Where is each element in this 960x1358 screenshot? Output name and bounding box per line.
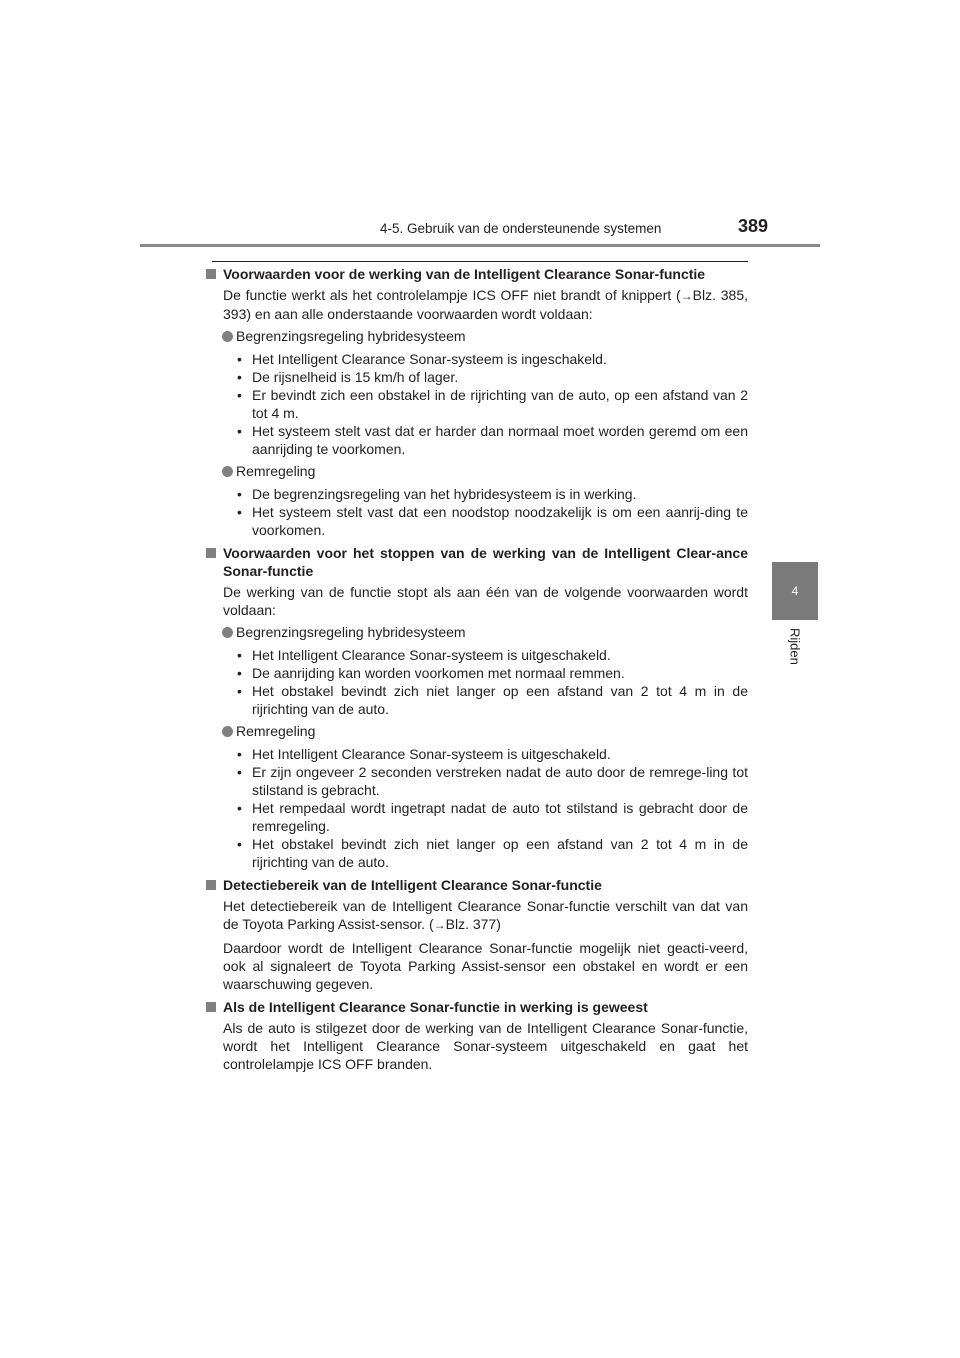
category-label: Remregeling: [206, 462, 748, 480]
chapter-number: 4: [791, 584, 799, 598]
section-heading: Detectiebereik van de Intelligent Clearance Sonar-functie: [206, 876, 748, 894]
list-item: • De aanrijding kan worden voorkomen met normaal remmen.: [237, 665, 625, 681]
section-paragraph: Daardoor wordt de Intelligent Clearance Sonar-functie mogelijk niet geacti-veerd, ook al signaleert de Toyota Parking Assist-sensor een obstakel en wordt er een waarschuwing gegeven.: [223, 940, 748, 992]
list-item: • Er zijn ongeveer 2 seconden verstreken nadat de auto door de remrege-ling tot stilstand is gebracht.: [237, 764, 748, 798]
circle-bullet-icon: [222, 331, 233, 342]
square-bullet-icon: [206, 269, 216, 279]
list-item: • Het systeem stelt vast dat er harder dan normaal moet worden geremd om een aanrijding te voorkomen.: [237, 423, 748, 457]
list-item: • Het Intelligent Clearance Sonar-systeem is uitgeschakeld.: [237, 647, 611, 663]
header-rule: [140, 244, 820, 247]
circle-bullet-icon: [222, 627, 233, 638]
circle-bullet-icon: [222, 466, 233, 477]
list-item: • De begrenzingsregeling van het hybridesysteem is in werking.: [237, 486, 637, 502]
list-item: • Het rempedaal wordt ingetrapt nadat de auto tot stilstand is gebracht door de remregeling.: [237, 800, 748, 834]
list-item: • Er bevindt zich een obstakel in de rijrichting van de auto, op een afstand van 2 tot 4 m.: [237, 387, 748, 421]
arrow-right-icon: →: [433, 918, 446, 932]
arrow-right-icon: →: [680, 289, 693, 303]
section-heading: Als de Intelligent Clearance Sonar-functie in werking is geweest: [206, 998, 748, 1016]
circle-bullet-icon: [222, 726, 233, 737]
category-label: Begrenzingsregeling hybridesysteem: [206, 327, 748, 345]
page-number: 389: [738, 216, 769, 236]
list-item: • Het systeem stelt vast dat een noodstop noodzakelijk is om een aanrij-ding te voorkomen.: [237, 504, 748, 538]
category-label: Remregeling: [206, 722, 748, 740]
section-paragraph: De functie werkt als het controlelampje ICS OFF niet brandt of knippert (→Blz. 385, 393) en aan alle onderstaande voorwaarden wordt voldaan:: [223, 287, 749, 322]
square-bullet-icon: [206, 880, 216, 890]
section-paragraph: Als de auto is stilgezet door de werking van de Intelligent Clearance Sonar-functie, wordt het Intelligent Clearance Sonar-systeem uitgeschakeld en gaat het controlelampje ICS OFF branden.: [223, 1020, 748, 1072]
list-item: • Het obstakel bevindt zich niet langer op een afstand van 2 tot 4 m in de rijrichting van de auto.: [237, 836, 748, 870]
category-label: Begrenzingsregeling hybridesysteem: [206, 623, 748, 641]
square-bullet-icon: [206, 1002, 216, 1012]
list-item: • Het Intelligent Clearance Sonar-systeem is ingeschakeld.: [237, 351, 607, 367]
chapter-tab: [772, 562, 818, 620]
page-content: [206, 265, 748, 1073]
list-item: • De rijsnelheid is 15 km/h of lager.: [237, 369, 459, 385]
section-heading: Voorwaarden voor de werking van de Intelligent Clearance Sonar-functie: [206, 265, 748, 283]
section-paragraph: De werking van de functie stopt als aan één van de volgende voorwaarden wordt voldaan:: [223, 584, 748, 618]
running-header-section: 4-5. Gebruik van de ondersteunende systemen: [380, 221, 662, 236]
list-item: • Het Intelligent Clearance Sonar-systeem is uitgeschakeld.: [237, 746, 611, 762]
section-paragraph: Het detectiebereik van de Intelligent Clearance Sonar-functie verschilt van dat van de Toyota Parking Assist-sensor. (→Blz. 377): [223, 898, 748, 932]
section-heading: Voorwaarden voor het stoppen van de werking van de Intelligent Clear-ance Sonar-functie: [206, 544, 748, 580]
list-item: • Het obstakel bevindt zich niet langer op een afstand van 2 tot 4 m in de rijrichting van de auto.: [237, 683, 748, 717]
chapter-title: Rijden: [787, 628, 803, 665]
square-bullet-icon: [206, 548, 216, 558]
content-top-rule: [212, 261, 748, 262]
